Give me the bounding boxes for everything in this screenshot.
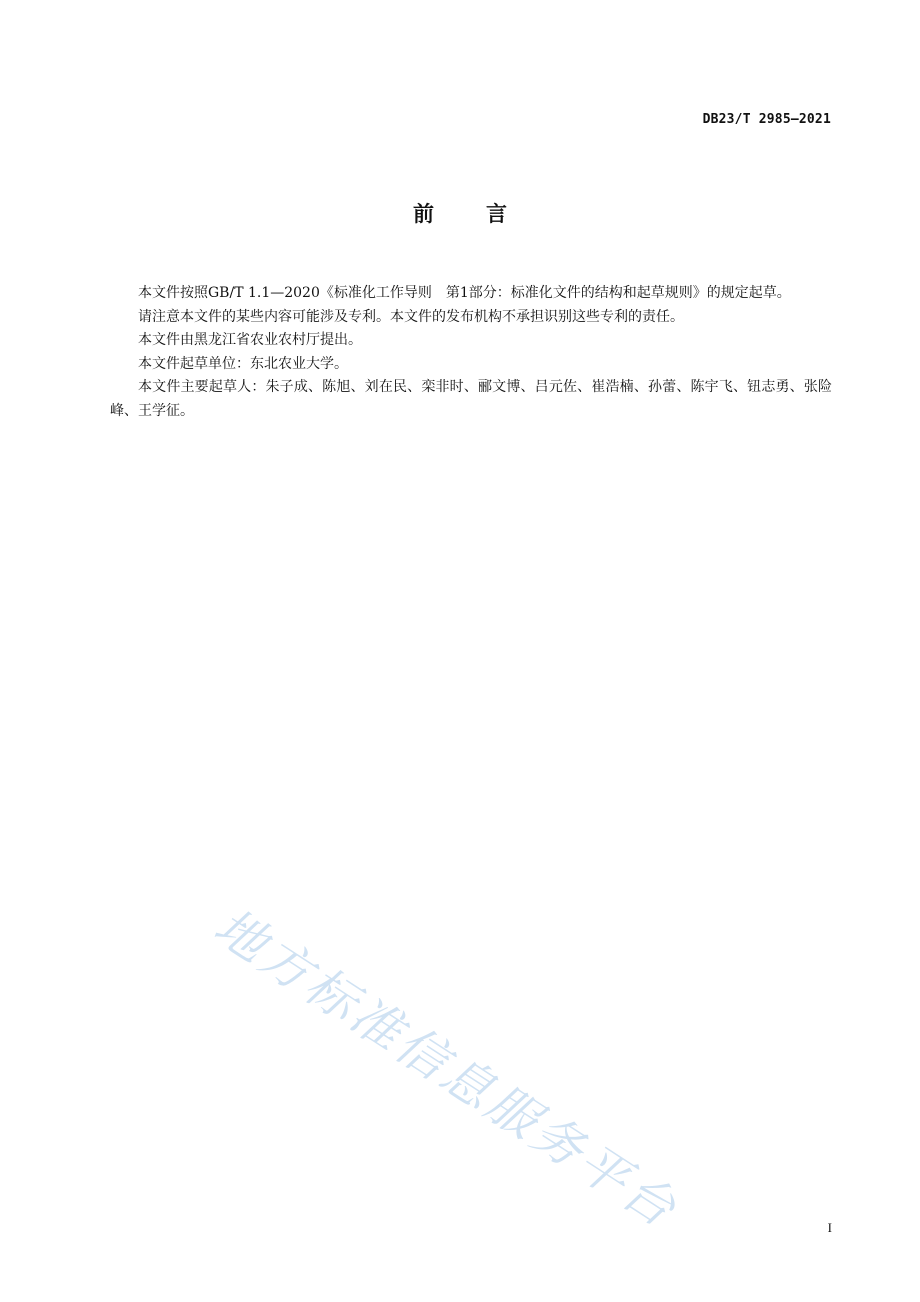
paragraph-drafters: 本文件主要起草人：朱子成、陈旭、刘在民、栾非时、郦文博、吕元佐、崔浩楠、孙蕾、陈宇飞、钮志勇、张险峰、王学征。 bbox=[110, 379, 832, 419]
paragraph-drafting-unit: 本文件起草单位：东北农业大学。 bbox=[138, 355, 348, 372]
title-char-2: 言 bbox=[486, 202, 507, 226]
watermark-text: 地方标准信息服务平台 bbox=[204, 897, 689, 1240]
page-title bbox=[0, 198, 920, 228]
paragraph-patent-notice: 请注意本文件的某些内容可能涉及专利。本文件的发布机构不承担识别这些专利的责任。 bbox=[138, 308, 684, 325]
title-char-1: 前 bbox=[413, 202, 434, 226]
paragraph-proposer: 本文件由黑龙江省农业农村厅提出。 bbox=[138, 332, 362, 348]
page-number: I bbox=[827, 1220, 832, 1235]
foreword-body bbox=[110, 282, 832, 423]
paragraph-drafting-rules: 本文件按照GB/T 1.1—2020《标准化工作导则 第1部分：标准化文件的结构和起草规则》的规定起草。 bbox=[138, 285, 791, 301]
document-code: DB23/T 2985—2021 bbox=[702, 112, 831, 127]
